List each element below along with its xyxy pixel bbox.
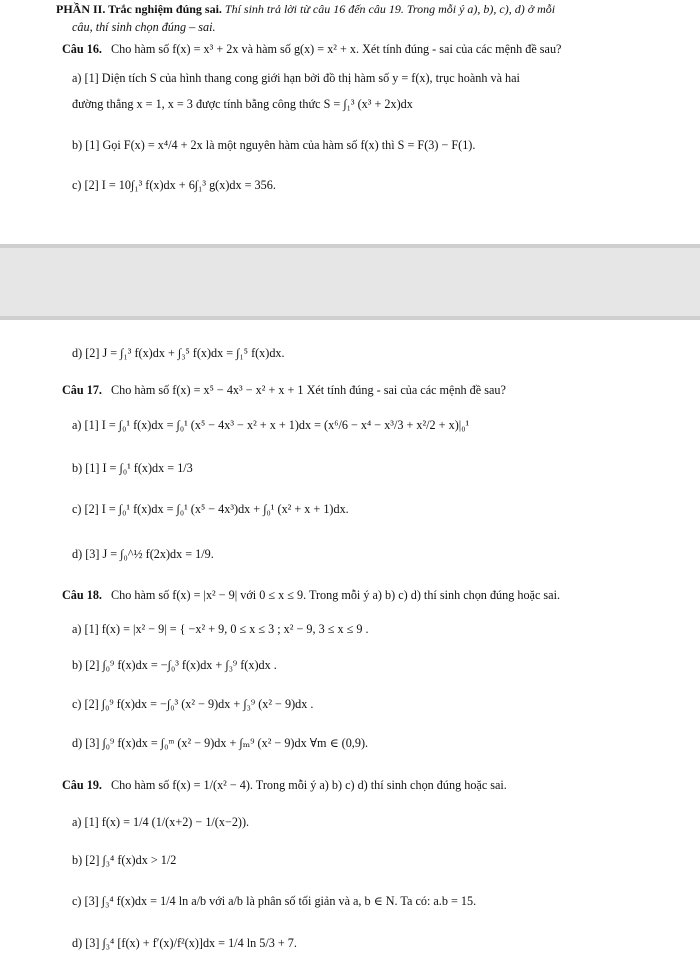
q17-item-b: b) [1] I = ∫₀¹ f(x)dx = 1/3: [72, 461, 193, 475]
question-19: Câu 19. Cho hàm số f(x) = 1/(x² − 4). Trong mỗi ý a) b) c) d) thí sinh chọn đúng hoặc sai.: [62, 778, 507, 792]
q19-item-d: d) [3] ∫₃⁴ [f(x) + f′(x)/f²(x)]dx = 1/4 ln 5/3 + 7.: [72, 936, 297, 950]
q16-item-c: c) [2] I = 10∫₁³ f(x)dx + 6∫₁³ g(x)dx = 356.: [72, 178, 276, 192]
q18-item-c: c) [2] ∫₀⁹ f(x)dx = −∫₀³ (x² − 9)dx + ∫₃⁹ (x² − 9)dx .: [72, 697, 314, 711]
q17-item-c: c) [2] I = ∫₀¹ f(x)dx = ∫₀¹ (x⁵ − 4x³)dx + ∫₀¹ (x² + x + 1)dx.: [72, 502, 349, 516]
q19-item-b: b) [2] ∫₃⁴ f(x)dx > 1/2: [72, 853, 177, 867]
question-16: Câu 16. Cho hàm số f(x) = x³ + 2x và hàm số g(x) = x² + x. Xét tính đúng - sai của các mệnh đề sau?: [62, 42, 562, 56]
q19-item-c: c) [3] ∫₃⁴ f(x)dx = 1/4 ln a/b với a/b là phân số tối giản và a, b ∈ N. Ta có: a.b = 15.: [72, 894, 477, 908]
q17-item-d: d) [3] J = ∫₀^½ f(2x)dx = 1/9.: [72, 547, 214, 561]
q18-item-d: d) [3] ∫₀⁹ f(x)dx = ∫₀ᵐ (x² − 9)dx + ∫ₘ⁹ (x² − 9)dx ∀m ∈ (0,9).: [72, 736, 369, 750]
section-title: PHẦN II. Trắc nghiệm đúng sai.: [56, 2, 222, 16]
q16-item-b: b) [1] Gọi F(x) = x⁴/4 + 2x là một nguyên hàm của hàm số f(x) thì S = F(3) − F(1).: [72, 138, 476, 152]
q16-item-d: d) [2] J = ∫₁³ f(x)dx + ∫₃⁵ f(x)dx = ∫₁⁵ f(x)dx.: [72, 346, 285, 360]
section-instruction: Thí sinh trả lời từ câu 16 đến câu 19. Trong mỗi ý a), b), c), d) ở mỗi: [224, 2, 556, 16]
header: [56, 2, 555, 17]
q16-item-a: a) [1] Diện tích S của hình thang cong giới hạn bởi đồ thị hàm số y = f(x), trục hoành và hai: [72, 71, 520, 85]
q18-item-b: b) [2] ∫₀⁹ f(x)dx = −∫₀³ f(x)dx + ∫₃⁹ f(x)dx .: [72, 658, 277, 672]
question-17: Câu 17. Cho hàm số f(x) = x⁵ − 4x³ − x² + x + 1 Xét tính đúng - sai của các mệnh đề sau?: [62, 383, 506, 397]
q17-item-a: a) [1] I = ∫₀¹ f(x)dx = ∫₀¹ (x⁵ − 4x³ − x² + x + 1)dx = (x⁶/6 − x⁴ − x³/3 + x²/2 + x)|₀¹: [72, 418, 470, 432]
q18-item-a: a) [1] f(x) = |x² − 9| = { −x² + 9, 0 ≤ x ≤ 3 ; x² − 9, 3 ≤ x ≤ 9 .: [72, 622, 369, 636]
band-bottom-edge: [0, 316, 700, 320]
q16-item-a-cont: đường thẳng x = 1, x = 3 được tính bằng công thức S = ∫₁³ (x³ + 2x)dx: [72, 97, 413, 111]
band-top-edge: [0, 244, 700, 248]
q19-item-a: a) [1] f(x) = 1/4 (1/(x+2) − 1/(x−2)).: [72, 815, 250, 829]
section-instruction-2: câu, thí sinh chọn đúng – sai.: [72, 20, 216, 34]
page-break-band: [0, 244, 700, 320]
question-18: Câu 18. Cho hàm số f(x) = |x² − 9| với 0 ≤ x ≤ 9. Trong mỗi ý a) b) c) d) thí sinh chọn đúng hoặc sai.: [62, 588, 561, 602]
